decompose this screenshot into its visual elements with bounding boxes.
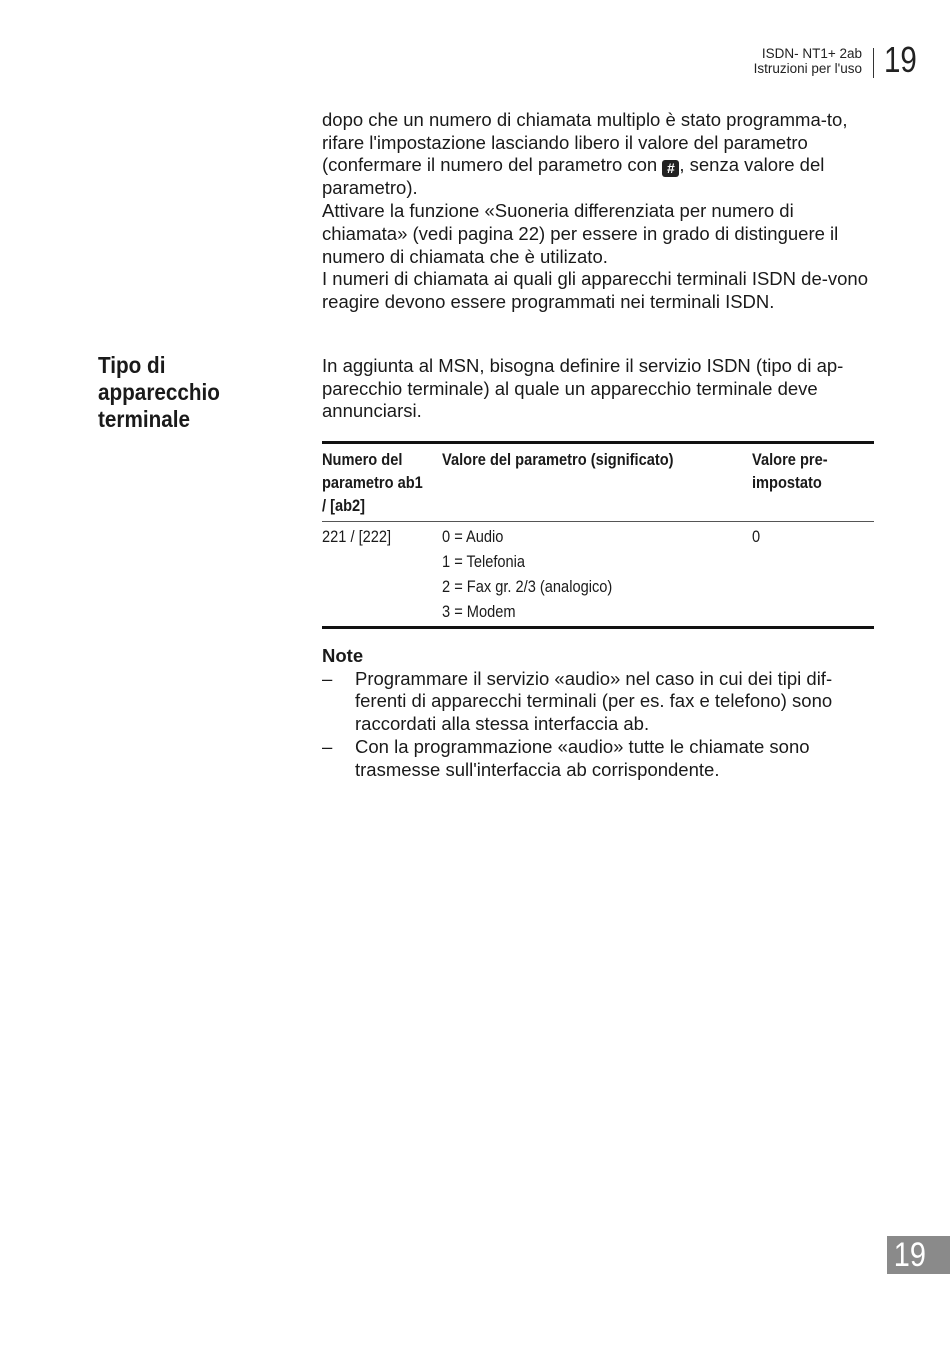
value-item: 3 = Modem — [442, 602, 516, 621]
section-heading: Tipo di apparecchio terminale — [98, 352, 220, 432]
table-header-param: Numero del parametro ab1 / [ab2] — [322, 443, 442, 522]
list-item: – Programmare il servizio «audio» nel caso in cui dei tipi dif-ferenti di apparecchi terminali (per es. fax e telefono) sono raccordati alla stessa interfaccia ab. — [322, 667, 833, 735]
intro-paragraph-3: I numeri di chiamata ai quali gli apparecchi terminali ISDN de-vono reagire devono essere programmati nei terminali ISDN. — [322, 268, 869, 312]
table-header-row — [322, 443, 874, 522]
notes-title: Note — [322, 645, 364, 666]
notes-block — [322, 645, 874, 781]
section-text: In aggiunta al MSN, bisogna definire il servizio ISDN (tipo di ap-parecchio terminale) al quale un apparecchio terminale deve annunciarsi. — [322, 355, 844, 422]
table-header-value: Valore del parametro (significato) — [442, 443, 752, 522]
intro-paragraph-2: Attivare la funzione «Suoneria differenziata per numero di chiamata» (vedi pagina 22) per essere in grado di distinguere il numero di chiamata che è utilizato. — [322, 200, 839, 267]
table-row — [322, 522, 874, 628]
hash-key-icon: # — [662, 160, 679, 177]
parameter-table — [322, 441, 874, 629]
table-cell-values — [442, 522, 752, 628]
value-item: 1 = Telefonia — [442, 552, 526, 571]
page-number-top: 19 — [884, 39, 917, 80]
intro-text — [322, 109, 874, 314]
header-product: ISDN- NT1+ 2ab — [761, 46, 862, 61]
header-divider — [873, 48, 874, 78]
page-number-tab: 19 — [887, 1236, 950, 1274]
table-cell-param: 221 / [222] — [322, 527, 392, 546]
table-cell-default: 0 — [752, 527, 761, 546]
running-header — [754, 46, 862, 76]
value-item: 0 = Audio — [442, 527, 504, 546]
notes-list — [322, 668, 874, 782]
header-subtitle: Istruzioni per l'uso — [753, 61, 862, 76]
list-item: – Con la programmazione «audio» tutte le chiamate sono trasmesse sull'interfaccia ab corrispondente. — [322, 735, 810, 780]
intro-paragraph-1: dopo che un numero di chiamata multiplo è stato programma-to, rifare l'impostazione lasciando libero il valore del parametro (confermare il numero del parametro con # , senza valore del parametro). — [322, 109, 848, 199]
table-header-default: Valore pre-impostato — [752, 443, 874, 522]
value-item: 2 = Fax gr. 2/3 (analogico) — [442, 577, 613, 596]
